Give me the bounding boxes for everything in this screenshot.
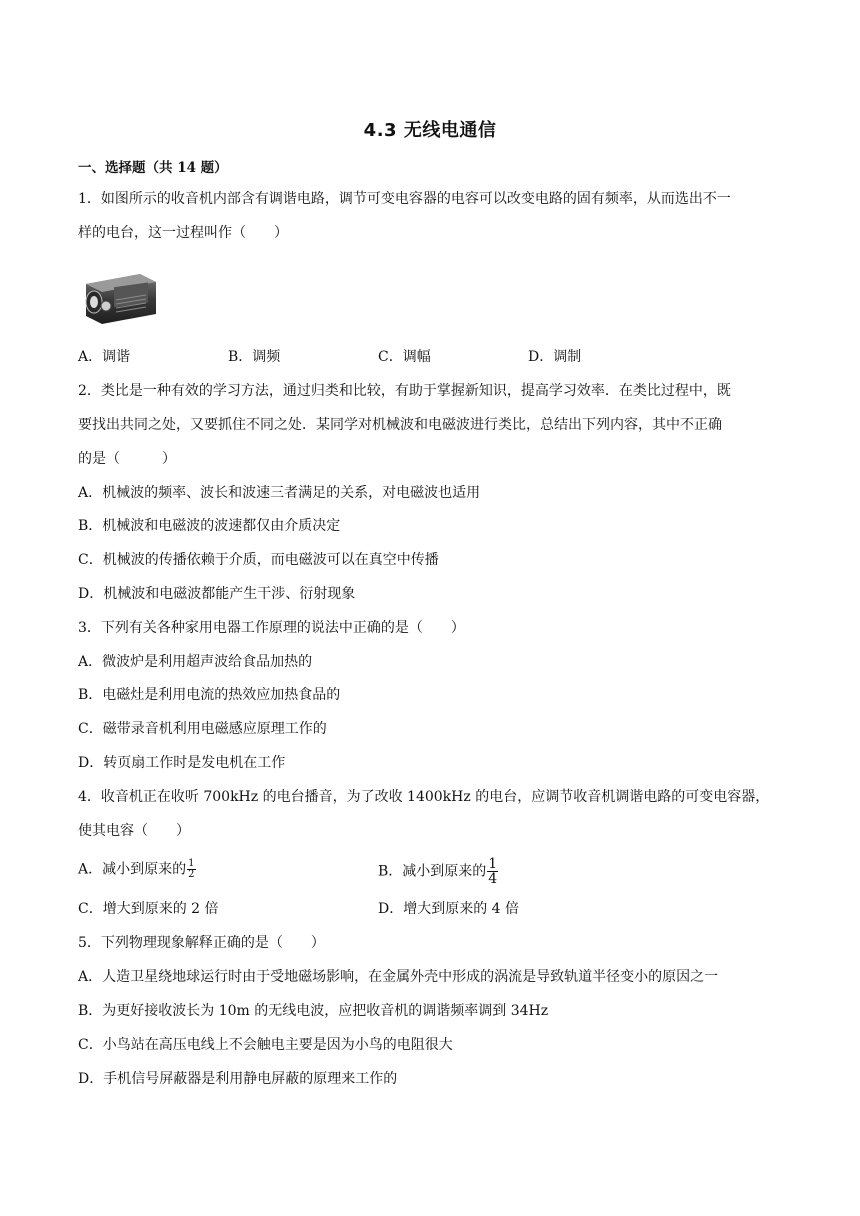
question-1-line-2: 样的电台，这一过程叫作（ ） bbox=[78, 225, 288, 241]
question-5-option-b: B．为更好接收波长为 10m 的无线电波，应把收音机的调谐频率调到 34Hz bbox=[78, 1003, 549, 1019]
question-2-option-d: D．机械波和电磁波都能产生干涉、衍射现象 bbox=[78, 586, 356, 602]
question-2-option-b: B．机械波和电磁波的波速都仅由介质决定 bbox=[78, 518, 341, 534]
question-5-line-1: 5．下列物理现象解释正确的是（ ） bbox=[78, 935, 325, 951]
question-4-option-a-text: A．减小到原来的 bbox=[78, 861, 187, 878]
question-5-option-d: D．手机信号屏蔽器是利用静电屏蔽的原理来工作的 bbox=[78, 1071, 398, 1087]
question-3-option-a: A．微波炉是利用超声波给食品加热的 bbox=[78, 654, 313, 670]
question-2-line-3: 的是（ ） bbox=[78, 451, 176, 467]
question-1-option-d: D．调制 bbox=[528, 349, 582, 365]
question-1-line-1: 1．如图所示的收音机内部含有调谐电路，调节可变电容器的电容可以改变电路的固有频率，从而选出不一 bbox=[78, 191, 731, 207]
question-2-option-c: C．机械波的传播依赖于介质，而电磁波可以在真空中传播 bbox=[78, 552, 439, 568]
question-1-option-c: C．调幅 bbox=[378, 349, 431, 365]
fraction-denominator: 4 bbox=[488, 871, 498, 887]
fraction-denominator: 2 bbox=[188, 869, 195, 880]
question-3-line-1: 3．下列有关各种家用电器工作原理的说法中正确的是（ ） bbox=[78, 620, 465, 636]
question-3-option-b: B．电磁灶是利用电流的热效应加热食品的 bbox=[78, 687, 341, 703]
fraction-one-quarter bbox=[487, 857, 498, 886]
fraction-numerator: 1 bbox=[188, 858, 195, 869]
question-1-option-a: A．调谐 bbox=[78, 349, 131, 365]
question-5-option-c: C．小鸟站在高压电线上不会触电主要是因为小鸟的电阻很大 bbox=[78, 1037, 453, 1053]
question-4-option-c: C．增大到原来的 2 倍 bbox=[78, 901, 219, 917]
question-1-option-b: B．调频 bbox=[228, 349, 281, 365]
question-5-option-a: A．人造卫星绕地球运行时由于受地磁场影响，在金属外壳中形成的涡流是导致轨道半径变小的原因之一 bbox=[78, 969, 719, 985]
question-4-option-d: D．增大到原来的 4 倍 bbox=[378, 901, 520, 917]
question-3-option-c: C．磁带录音机利用电磁感应原理工作的 bbox=[78, 721, 327, 737]
question-4-line-1: 4．收音机正在收听 700kHz 的电台播音，为了改收 1400kHz 的电台，应调节收音机调谐电路的可变电容器， bbox=[78, 789, 770, 805]
page-title: 4.3 无线电通信 bbox=[363, 120, 497, 141]
question-4-line-2: 使其电容（ ） bbox=[78, 823, 190, 839]
radio-image bbox=[80, 266, 160, 328]
section-heading: 一、选择题（共 14 题） bbox=[78, 160, 228, 176]
question-3-option-d: D．转页扇工作时是发电机在工作 bbox=[78, 755, 286, 771]
question-2-line-2: 要找出共同之处，又要抓住不同之处．某同学对机械波和电磁波进行类比，总结出下列内容，其中不正确 bbox=[78, 417, 722, 433]
question-4-option-b-text: B．减小到原来的 bbox=[378, 863, 487, 880]
question-2-option-a: A．机械波的频率、波长和波速三者满足的关系，对电磁波也适用 bbox=[78, 485, 481, 501]
question-4-option-b bbox=[378, 857, 498, 886]
question-2-line-1: 2．类比是一种有效的学习方法，通过归类和比较，有助于掌握新知识，提高学习效率．在类比过程中，既 bbox=[78, 383, 731, 399]
fraction-one-half bbox=[187, 859, 195, 880]
fraction-numerator: 1 bbox=[488, 856, 498, 872]
question-4-option-a bbox=[78, 859, 196, 880]
